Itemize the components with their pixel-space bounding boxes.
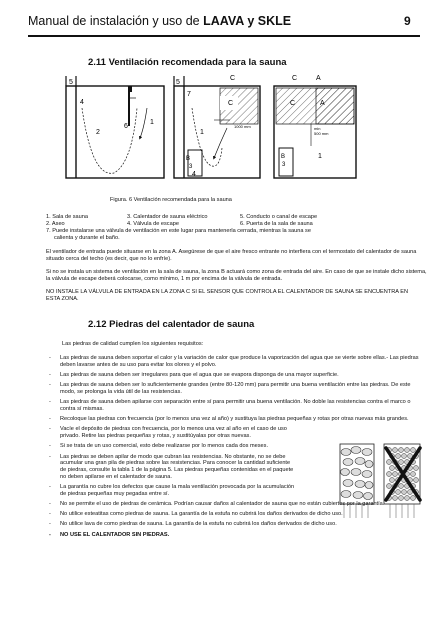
incorrect-stacking-image: [384, 444, 420, 518]
label-1-panel1: 1: [150, 119, 154, 126]
list-item: - La garantía no cubre los defectos que cause la mala ventilación provocada por la acumulación de piedras pequeñas muy pegadas entre sí.: [49, 484, 296, 498]
label-4-panel1: 4: [80, 99, 84, 106]
list-item: - Las piedras de sauna deben apilarse con separación entre sí para permitir una buena ventilación. No doble las resistencias contra el marco o contra sí mismas.: [49, 399, 421, 413]
figure-panel-zones: [274, 75, 356, 178]
section-2-12-title: 2.12 Piedras del calentador de sauna: [88, 319, 255, 330]
label-1-panel2: 1: [200, 129, 204, 136]
list-item: - Si se trata de un uso comercial, esto debe realizarse por lo menos cada dos meses.: [49, 443, 296, 450]
legend-item-5: 5. Conducto o canal de escape: [240, 214, 318, 220]
label-6: 6: [124, 123, 128, 130]
legend-item-2: 2. Aseo: [46, 221, 65, 227]
legend-item-6: 6. Puerta de la sala de sauna: [240, 221, 313, 227]
list-item: - No utilice esteatitas como piedras de sauna. La garantía de la estufa no cubrirá los daños derivados de dicho uso.: [49, 511, 421, 518]
label-c-top-panel2: C: [230, 75, 236, 82]
label-b-panel2: B: [186, 156, 191, 162]
label-5-panel2: 5: [176, 79, 180, 86]
legend-item-3: 3. Calentador de sauna eléctrico: [127, 214, 208, 220]
label-a-panel3: A: [320, 100, 325, 107]
ventilation-paragraph-1: El ventilador de entrada puede situarse en la zona A. Asegúrese de que el aire fresco entrante no interfiera con el termostato del calentador de sauna situado cerca del techo (es decir, que no lo enfríe).: [46, 249, 417, 262]
label-3-panel3: 3: [282, 162, 286, 168]
list-item: - Las piedras de sauna deben ser lo suficientemente grandes (entre 80-120 mm) para permitir una buena ventilación entre las piedras. De este modo, se prolonga la vida útil de las resistencias.: [49, 382, 421, 396]
label-a-top-panel3: A: [316, 75, 321, 82]
legend-item-1: 1. Sala de sauna: [46, 214, 88, 220]
list-item: - No utilice lava de como piedras de sauna. La garantía de la estufa no cubrirá los daños derivados de dicho uso.: [49, 521, 421, 528]
list-item: - Vacíe el depósito de piedras con frecuencia, por lo menos una vez al año en el caso de uso privado. Retire las piedras pequeñas y rotas, y sustitúyalas por otras nuevas.: [49, 426, 296, 440]
label-c-panel3: C: [290, 100, 296, 107]
ventilation-figure: [62, 68, 362, 188]
label-c-top-panel3: C: [292, 75, 298, 82]
header-rule: [28, 35, 420, 37]
document-header-title: [28, 14, 291, 28]
figure-panel-sauna-airflow: [174, 75, 260, 178]
label-5-panel1: 5: [69, 79, 73, 86]
section-2-11-title: 2.11 Ventilación recomendada para la sauna: [88, 57, 287, 68]
figure-panel-room-layout: [66, 76, 164, 178]
label-7: 7: [187, 91, 191, 98]
ventilation-paragraph-2: Si no se instala un sistema de ventilación en la sala de sauna, la zona B actuará como zona de entrada del aire. En caso de que se instale dicho sistema, la válvula de escape deberá colocarse, como mínimo, 1 m por encima de la válvula de entrada.: [46, 269, 427, 282]
label-1-panel3: 1: [318, 153, 322, 160]
label-b-panel3: B: [281, 154, 286, 160]
header-title-bold: LAAVA y SKLE: [203, 14, 292, 28]
ventilation-warning: NO INSTALE LA VÁLVULA DE ENTRADA EN LA ZONA C SI EL SENSOR QUE CONTROLA EL CALENTADOR DE SAUNA SE ENCUENTRA EN ESTA ZONA.: [46, 289, 409, 302]
list-item: - No se permite el uso de piedras de cerámica. Podrían causar daños al calentador de sauna que no están cubiertos por la garantía.: [49, 501, 421, 508]
list-item: - Las piedras de sauna deben ser irregulares para que el agua que se evapora disponga de una mayor superficie.: [49, 372, 421, 379]
label-2: 2: [96, 129, 100, 136]
stones-intro: Las piedras de calidad cumplen los siguientes requisitos:: [62, 341, 204, 347]
legend-item-7: 7. Puede instalarse una válvula de ventilación en este lugar para mantenerla cerrada, mientras la sauna se: [46, 228, 311, 234]
legend-item-4: 4. Válvula de escape: [127, 221, 179, 227]
figure-caption: Figura. 6 Ventilación recomendada para la sauna: [110, 197, 232, 203]
list-item: - Las piedras se deben apilar de modo que cubran las resistencias. No obstante, no se debe acumular una gran pila de piedras sobre las resistencias. Para conocer la cantidad suficiente de piedras, consulte la tabla 1 de la página 5. Las piedras pequeñas contenidas en el paquete no deben apilarse en el calentador de sauna.: [49, 454, 296, 481]
label-1000mm: 1000 mm: [234, 124, 251, 129]
header-title-prefix: Manual de instalación y uso de: [28, 14, 204, 28]
legend-item-7-continued: calienta y durante el baño.: [54, 235, 120, 241]
list-item: - Las piedras de sauna deben soportar el calor y la variación de calor que produce la vaporización del agua que se vierte sobre ellas.- Las piedras deben lavarse antes de su uso para evitar los olores y el polvo.: [49, 355, 421, 369]
correct-stacking-image: [340, 444, 374, 518]
label-c-panel2: C: [228, 100, 234, 107]
list-item: - Recoloque las piedras con frecuencia (por lo menos una vez al año) y sustituya las piedras pequeñas y rotas por otras nuevas más grandes.: [49, 416, 421, 423]
stone-stacking-illustration: [334, 438, 426, 524]
label-4-panel2: 4: [192, 171, 196, 178]
label-min: min: [314, 126, 321, 131]
label-500mm: 500 mm: [314, 131, 329, 136]
label-3-panel2: 3: [189, 164, 193, 170]
page-number: 9: [404, 14, 411, 28]
list-item: - NO USE EL CALENTADOR SIN PIEDRAS.: [49, 532, 421, 539]
